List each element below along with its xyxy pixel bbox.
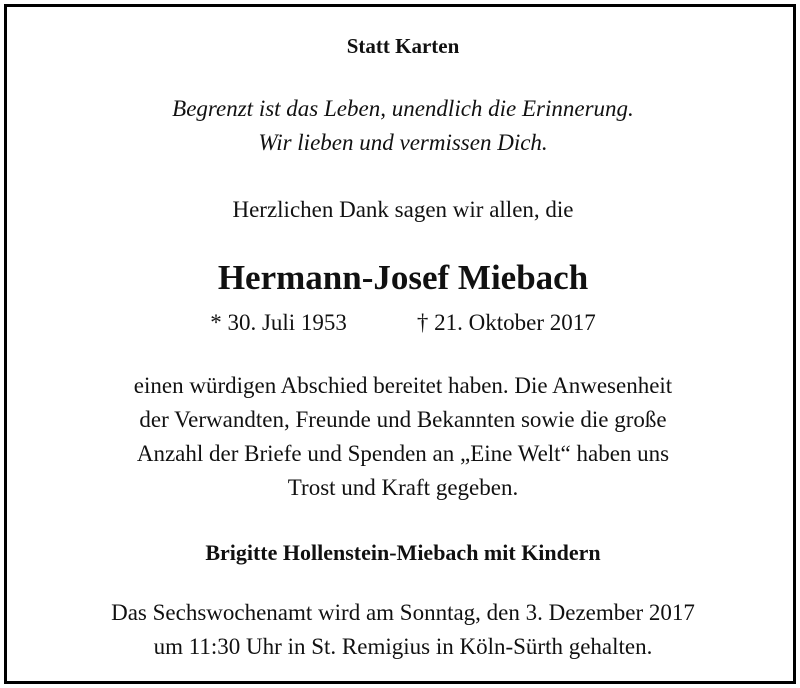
body-line-1: einen würdigen Abschied bereitet haben. Die Anwesenheit <box>133 373 673 398</box>
quote-line-2: Wir lieben und vermissen Dich. <box>258 130 548 155</box>
body-line-2: der Verwandten, Freunde und Bekannten sowie die große <box>139 407 667 432</box>
life-dates <box>7 310 799 336</box>
obituary-notice <box>4 4 796 684</box>
intro-text: Herzlichen Dank sagen wir allen, die <box>232 197 574 222</box>
death-date: † 21. Oktober 2017 <box>416 310 596 335</box>
service-line-1: Das Sechswochenamt wird am Sonntag, den 3. Dezember 2017 <box>111 600 695 625</box>
deceased-name: Hermann-Josef Miebach <box>217 258 589 297</box>
birth-date: * 30. Juli 1953 <box>210 310 347 335</box>
body-line-3: Anzahl der Briefe und Spenden an „Eine Welt“ haben uns <box>136 441 670 466</box>
quote-line-1: Begrenzt ist das Leben, unendlich die Erinnerung. <box>172 96 634 121</box>
header-title: Statt Karten <box>346 34 460 58</box>
signature: Brigitte Hollenstein-Miebach mit Kindern <box>205 540 601 565</box>
service-line-2: um 11:30 Uhr in St. Remigius in Köln-Sürth gehalten. <box>153 634 653 659</box>
body-line-4: Trost und Kraft gegeben. <box>287 475 519 500</box>
